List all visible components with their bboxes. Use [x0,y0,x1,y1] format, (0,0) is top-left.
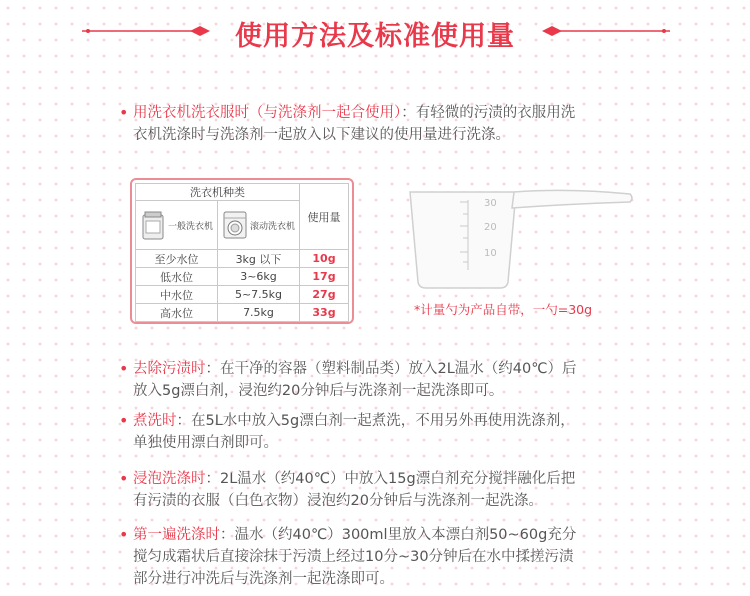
bullet-icon: • [119,359,129,378]
load-weight: 3kg 以下 [218,250,300,268]
cup-mark-30: 30 [484,198,497,209]
boil-instructions [119,410,653,454]
washer-text-2: 衣机洗涤时与洗涤剂一起放入以下建议的使用量进行洗涤。 [133,127,510,143]
header-machine-type: 洗衣机种类 [136,184,300,201]
load-weight: 3~6kg [218,268,300,286]
soak-wash-label: 浸泡洗涤时 [133,471,206,487]
machine-drum-cell [218,201,300,250]
cup-mark-20: 20 [484,222,497,233]
first-wash-text-1: ：温水（约40℃）300ml里放入本漂白剂50~60g充分 [220,527,577,543]
machine-drum-label: 滚动洗衣机 [249,221,295,232]
bullet-icon: • [119,469,129,488]
page-title: 使用方法及标准使用量 [235,21,515,52]
first-wash-text-3: 部分进行冲洗后与洗涤剂一起洗涤即可。 [133,571,394,587]
table-row [136,250,349,268]
boil-text-1: ：在5L水中放入5g漂白剂一起煮洗，不用另外再使用洗涤剂， [176,413,575,429]
water-level: 中水位 [136,286,218,304]
soak-wash-text-2: 有污渍的衣服（白色衣物）浸泡约20分钟后与洗涤剂一起洗涤。 [133,493,543,509]
water-level: 高水位 [136,304,218,322]
cup-note: *计量勺为产品自带，一勺=30g [414,302,593,317]
washer-instructions [119,102,653,146]
bullet-icon: • [119,411,129,430]
top-loader-washer-icon [140,210,166,240]
first-wash-label: 第一遍洗涤时 [133,527,220,543]
stain-instructions [119,358,653,402]
measuring-cup-icon [408,186,634,292]
bullet-icon: • [119,103,129,122]
header-amount: 使用量 [300,184,349,250]
first-wash-text-2: 搅匀成霜状后直接涂抹于污渍上经过10分~30分钟后在水中揉搓污渍 [133,549,574,565]
soak-wash-instructions [119,468,653,512]
dosage-table-box [130,178,354,324]
stain-text-2: 放入5g漂白剂，浸泡约20分钟后与洗涤剂一起洗涤即可。 [133,383,504,399]
boil-text-2: 单独使用漂白剂即可。 [133,435,278,451]
stain-text-1: ：在干净的容器（塑料制品类）放入2L温水（约40℃）后 [205,361,577,377]
table-row [136,286,349,304]
water-level: 至少水位 [136,250,218,268]
title-right-ornament [540,24,670,38]
dosage-amount: 33g [300,304,349,322]
cup-mark-10: 10 [484,248,497,259]
dosage-table [135,183,349,322]
drum-washer-icon [222,210,248,240]
table-row [136,304,349,322]
boil-label: 煮洗时 [133,413,177,429]
load-weight: 7.5kg [218,304,300,322]
washer-label: 用洗衣机洗衣服时（与洗涤剂一起合使用） [133,105,402,121]
dosage-amount: 10g [300,250,349,268]
bullet-icon: • [119,525,129,544]
soak-wash-text-1: ：2L温水（约40℃）中放入15g漂白剂充分搅拌融化后把 [205,471,576,487]
table-row [136,268,349,286]
water-level: 低水位 [136,268,218,286]
stain-label: 去除污渍时 [133,361,206,377]
dosage-amount: 17g [300,268,349,286]
washer-text-1: ：有轻微的污渍的衣服用洗 [401,105,576,121]
machine-top-label: 一般洗衣机 [167,221,213,232]
dosage-amount: 27g [300,286,349,304]
first-wash-instructions [119,524,653,590]
machine-top-cell [136,201,218,250]
load-weight: 5~7.5kg [218,286,300,304]
